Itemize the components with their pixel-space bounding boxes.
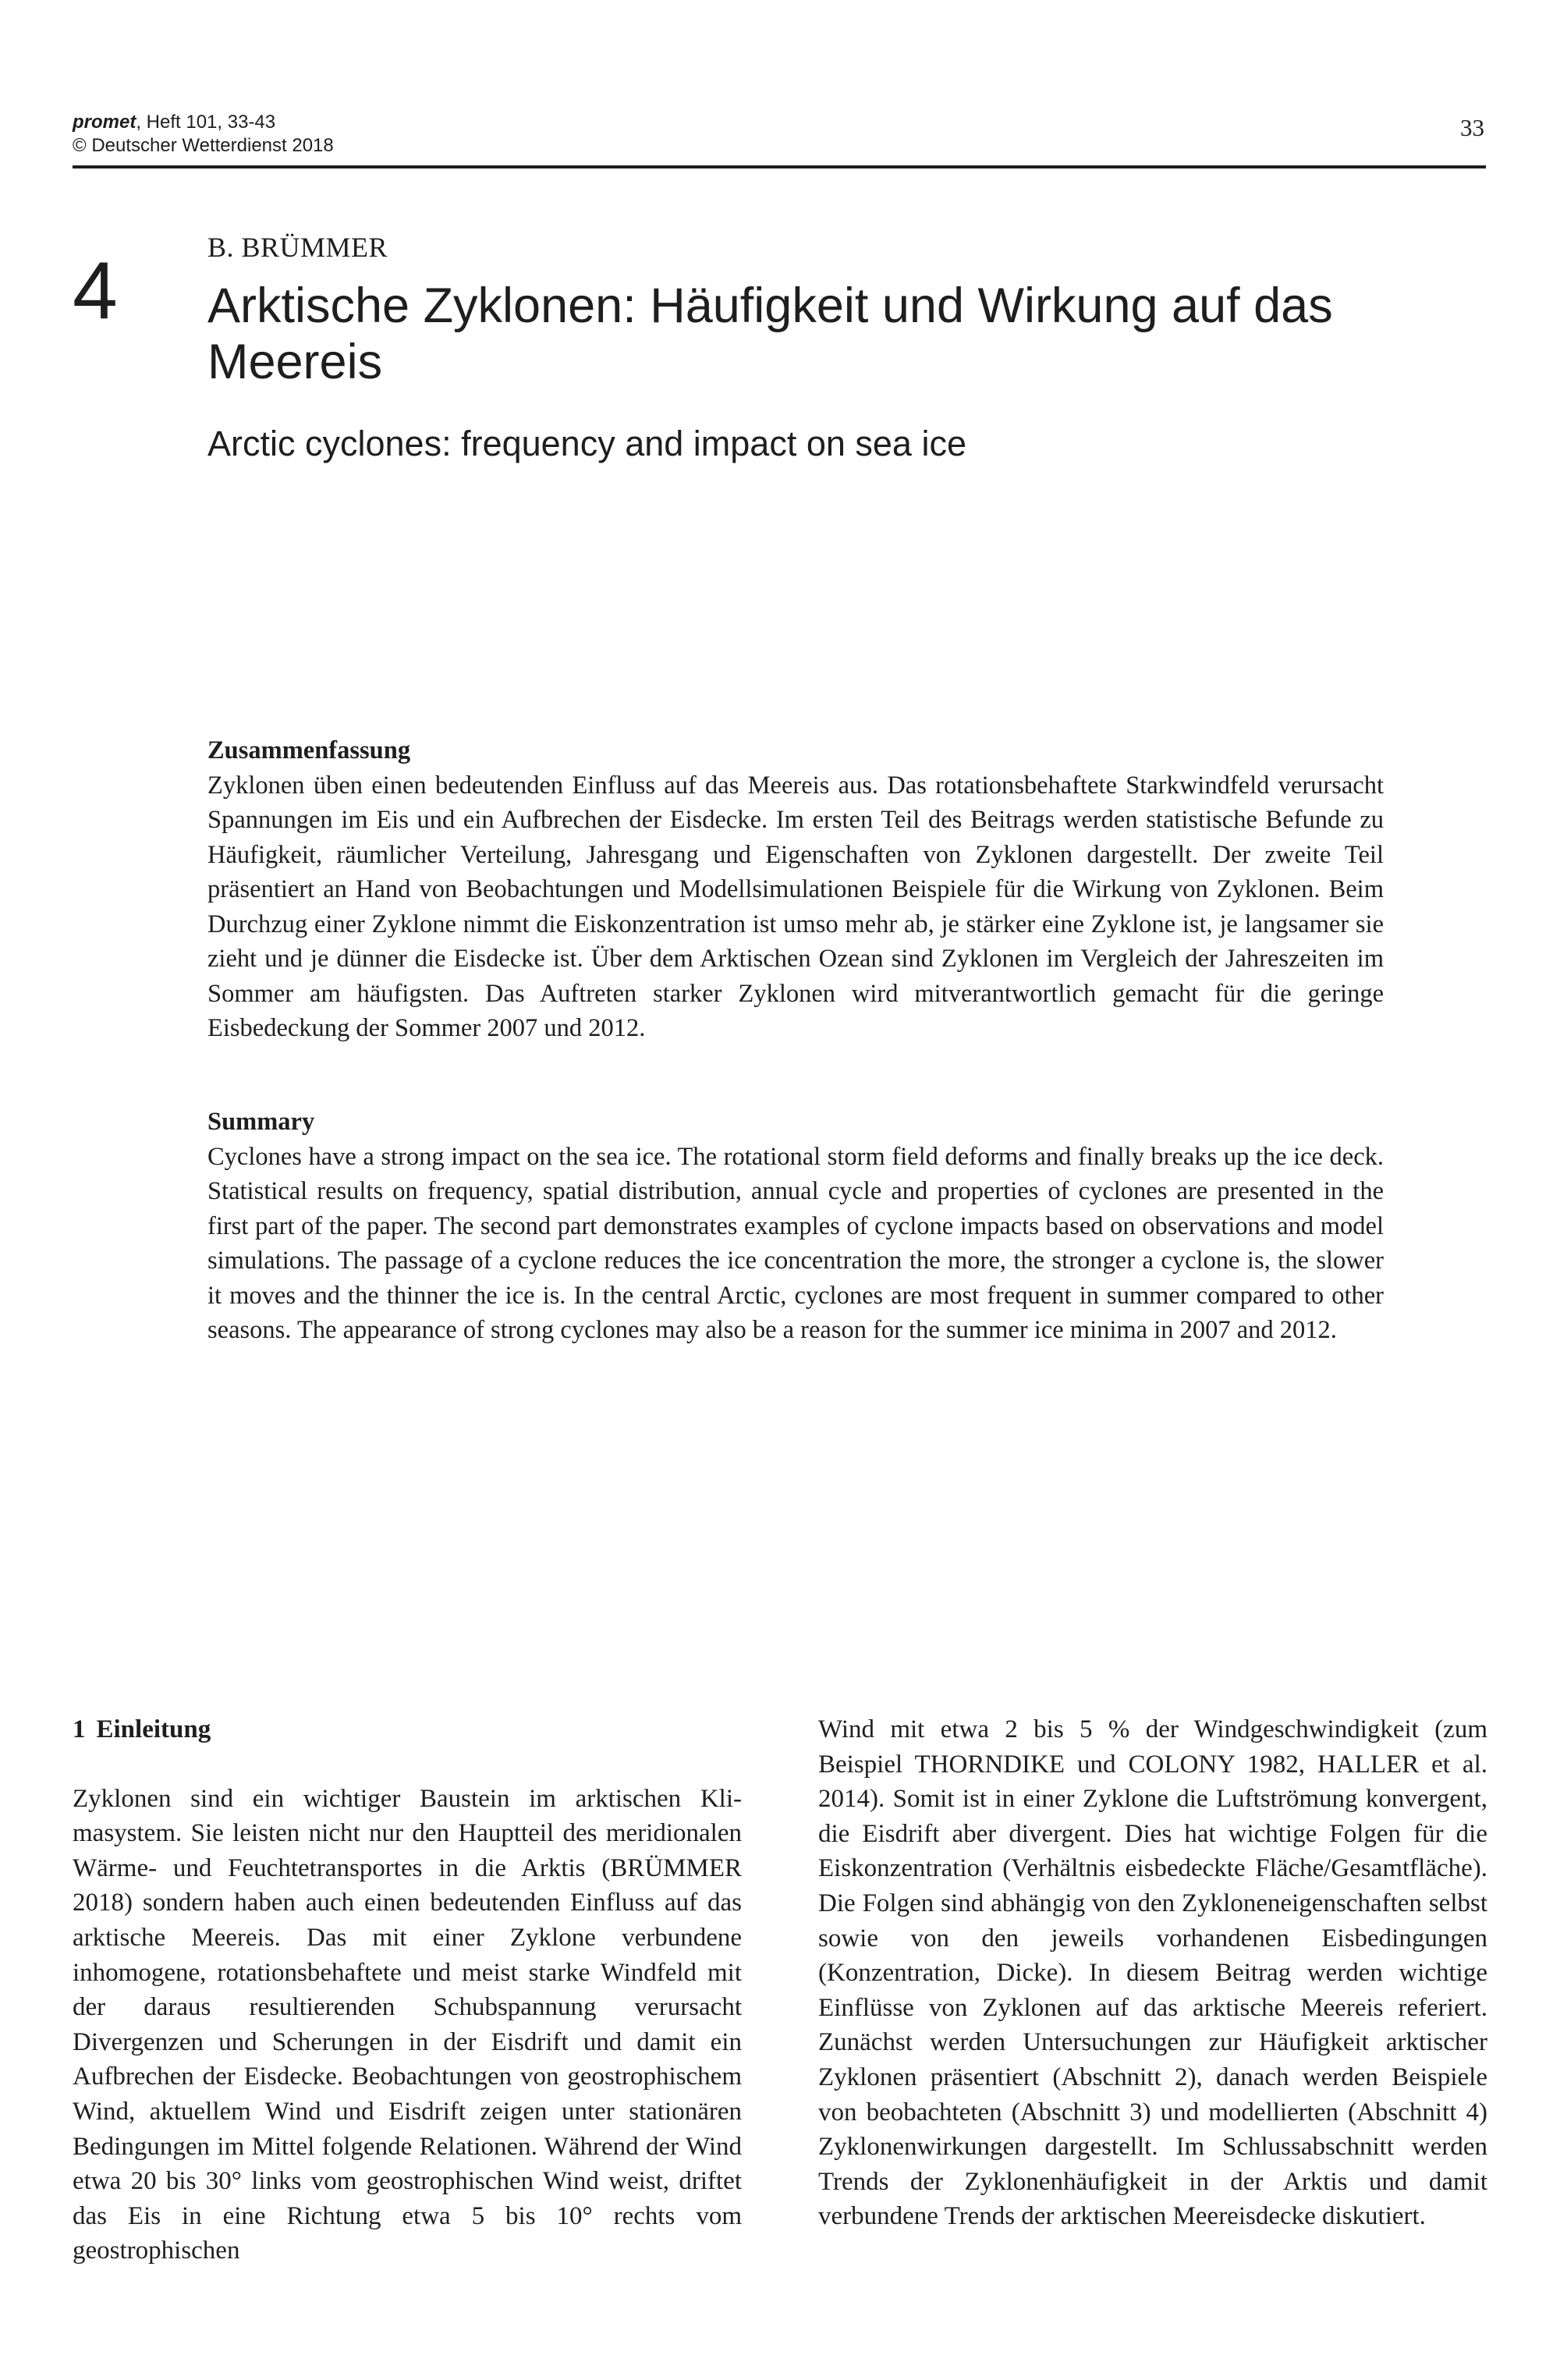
body-paragraph-right: Wind mit etwa 2 bis 5 % der Windgeschwindigkeit (zum Beispiel THORNDIKE und COLONY 1982, HALLER et al. 2014). Somit ist in einer Zyklone die Luftströmung konvergent, die Eisdrift aber divergent. Dies hat wichtige Folgen für die Eiskonzentration (Verhältnis eisbedeckte Fläche/Gesamtfläche). Die Folgen sind abhängig von den Zykloneneigenschaften selbst sowie von den jeweils vorhandenen Eisbedingungen (Konzentration, Dicke). In diesem Beitrag werden wichtige Einflüsse von Zyklonen auf das arktische Meereis referiert. Zunächst werden Untersuchungen zur Häufigkeit arktischer Zyklonen präsentiert (Abschnitt 2), danach werden Beispiele von beobachteten (Abschnitt 3) und modellierten (Abschnitt 4) Zyklonenwirkungen dargestellt. Im Schlussabschnitt werden Trends der Zyklonenhäufigkeit in der Arktis und damit verbundene Trends der arktischen Meereisdecke diskutiert. xyxy=(818,1715,1487,2231)
section-title: Einleitung xyxy=(96,1715,211,1743)
abstract-german-text: Zyklonen üben einen bedeutenden Einfluss auf das Meereis aus. Das rotationsbehaftete Starkwindfeld verursacht Spannungen im Eis und ein Aufbrechen der Eisdecke. Im ersten Teil des Beitrags werden statistische Befunde zu Häufigkeit, räumlicher Verteilung, Jahresgang und Eigenschaften von Zyklonen dargestellt. Der zweite Teil präsentiert an Hand von Beobachtungen und Modellsimulationen Beispiele für die Wirkung von Zyklonen. Beim Durchzug einer Zyklone nimmt die Eiskonzentration ist umso mehr ab, je stärker eine Zyklone ist, je langsamer sie zieht und je dünner die Eisdecke ist. Über dem Arktischen Ozean sind Zyklonen im Vergleich der Jahreszeiten im Sommer am häufigsten. Das Auftreten starker Zyklonen wird mitverantwortlich gemacht für die geringe Eisbedeckung der Sommer 2007 und 2012. xyxy=(207,771,1384,1042)
section-number: 1 xyxy=(73,1715,86,1743)
journal-name: promet xyxy=(73,112,136,133)
abstract-german-heading: Zusammenfassung xyxy=(207,736,411,764)
body-paragraph-left: Zyklonen sind ein wichtiger Baustein im arktischen Klimasystem. Sie leisten nicht nur den Hauptteil des meridionalen Wärme- und Feuchtetransportes in die Arktis (BRÜMMER 2018) sondern haben auch einen bedeutenden Einfluss auf das arktische Meereis. Das mit einer Zyklone verbundene inhomogene, rotationsbehaftete und meist starke Windfeld mit der daraus resultierenden Schubspannung verursacht Divergenzen und Scherungen in der Eisdrift und damit ein Aufbrechen der Eisdecke. Beobachtungen von geostrophischem Wind, aktuellem Wind und Eisdrift zeigen unter stationären Bedingungen im Mittel folgende Relationen. Während der Wind etwa 20 bis 30° links vom geostrophischen Wind weist, driftet das Eis in eine Richtung etwa 5 bis 10° rechts vom geostrophischen xyxy=(73,1784,742,2265)
abstract-english xyxy=(207,1105,1384,1348)
journal-citation xyxy=(73,111,275,133)
page-number: 33 xyxy=(1460,114,1484,141)
author-name: B. BRÜMMER xyxy=(207,232,388,263)
section-heading xyxy=(73,1712,742,1747)
abstract-english-heading: Summary xyxy=(207,1108,315,1136)
running-header xyxy=(73,111,1486,168)
article-title-german: Arktische Zyklonen: Häufigkeit und Wirkung auf das Meereis xyxy=(207,278,1333,389)
abstract-german xyxy=(207,733,1384,1046)
copyright-notice: © Deutscher Wetterdienst 2018 xyxy=(73,135,334,156)
abstract-english-text: Cyclones have a strong impact on the sea ice. The rotational storm field deforms and finally breaks up the ice deck. Statistical results on frequency, spatial distribution, annual cycle and properties of cyclones are presented in the first part of the paper. The second part demonstrates examples of cyclone impacts based on observations and model simulations. The passage of a cyclone reduces the ice concentration the more, the stronger a cyclone is, the slower it moves and the thinner the ice is. In the central Arctic, cyclones are most frequent in summer compared to other seasons. The appearance of strong cyclones may also be a reason for the summer ice minima in 2007 and 2012. xyxy=(207,1142,1384,1344)
body-column-right xyxy=(818,1712,1487,2234)
article-title-english: Arctic cyclones: frequency and impact on sea ice xyxy=(207,424,966,463)
journal-issue: , Heft 101, 33-43 xyxy=(136,112,276,133)
chapter-number: 4 xyxy=(73,246,118,336)
body-column-left xyxy=(73,1712,742,2268)
